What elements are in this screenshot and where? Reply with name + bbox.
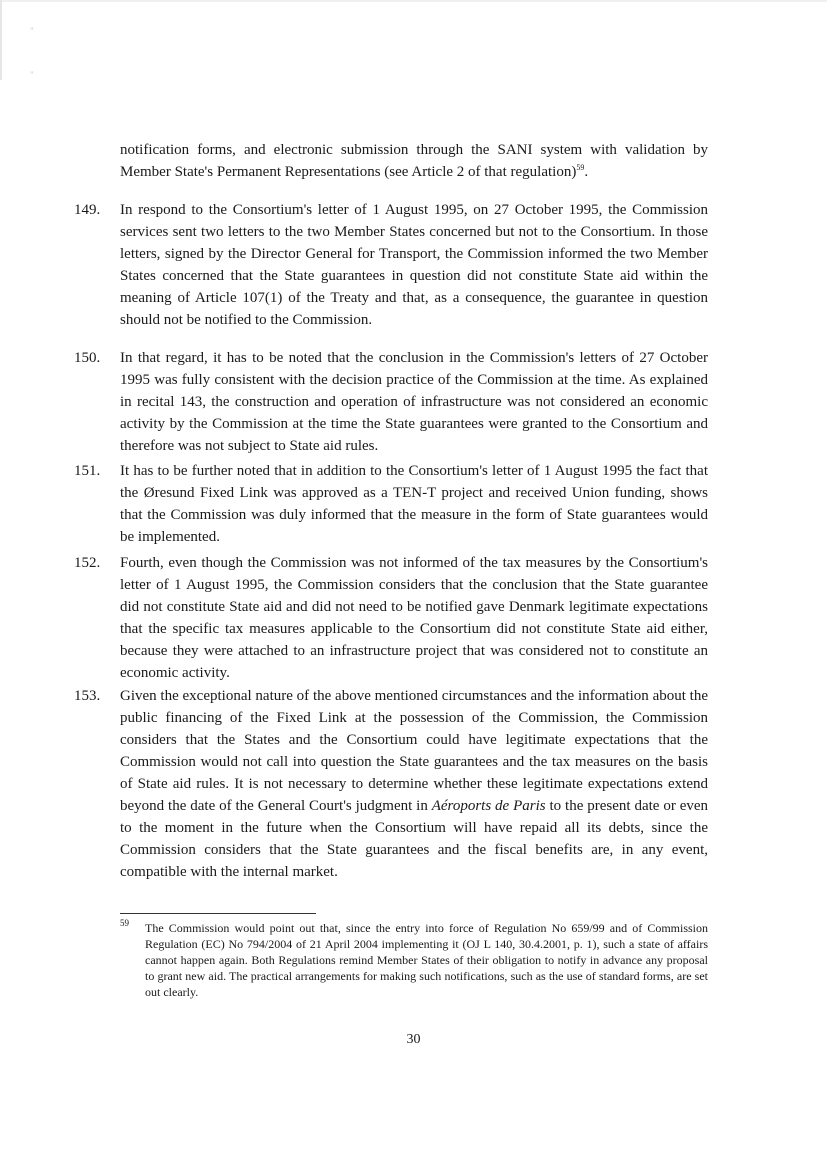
footnote-text: The Commission would point out that, since the entry into force of Regulation No 659/99 and of Commission Regulation (EC) No 794/2004 of 21 April 2004 implementing it (OJ L 140, 30.4.2001, p. 1), such a state of affairs cannot happen again. Both Regulations remind Member States of their obligation to notify in advance any proposal to grant new aid. The practical arrangements for making such notifications, such as the use of standard forms, are set out clearly.: [145, 921, 708, 999]
paragraph-number: 152.: [74, 555, 101, 571]
paragraph-number: 149.: [74, 202, 101, 218]
scan-left-edge: [0, 0, 2, 80]
lead-paragraph: notification forms, and electronic submission through the SANI system with validation by Member State's Permanent Representations (see Article 2 of that regulation)$^{59}$.: [120, 142, 708, 180]
footnote-number: 59: [120, 918, 129, 928]
paragraph-150: In that regard, it has to be noted that the conclusion in the Commission's letters of 27 October 1995 was fully consistent with the decision practice of the Commission at the time. As explained in recital 143, the construction and operation of infrastructure was not considered an economic activity by the Commission at the time the State guarantees were granted to the Consortium and therefore was not subject to State aid rules.: [120, 350, 708, 454]
paragraph-number: 151.: [74, 463, 101, 479]
paragraph-number: 153.: [74, 688, 101, 704]
paragraph-153: Given the exceptional nature of the above mentioned circumstances and the information about the public financing of the Fixed Link at the possession of the Commission, the Commission considers that the States and the Consortium could have legitimate expectations that the Commission would not call into question the State guarantees and the tax measures on the basis of State aid rules. It is not necessary to determine whether these legitimate expectations extend beyond the date of the General Court's judgment in Aéroports de Paris to the present date or even to the moment in the future when the Consortium will have repaid all its debts, since the Commission considers that the State guarantees and the fiscal benefits are, in any event, compatible with the internal market.: [120, 688, 709, 880]
paragraph-152: Fourth, even though the Commission was not informed of the tax measures by the Consortium's letter of 1 August 1995, the Commission considers that the conclusion that the State guarantee did not constitute State aid and did not need to be notified gave Denmark legitimate expectations that the specific tax measures applicable to the Consortium did not constitute State aid either, because they were attached to an infrastructure project that was considered not to constitute an economic activity.: [120, 555, 708, 681]
scan-mark: ": [30, 70, 34, 80]
footnote-ref: 59: [576, 163, 585, 172]
paragraph-number: 150.: [74, 350, 101, 366]
scan-top-edge: [0, 0, 827, 2]
case-name: Aéroports de Paris: [431, 798, 546, 814]
page-number: 30: [406, 1032, 421, 1047]
paragraph-151: It has to be further noted that in addition to the Consortium's letter of 1 August 1995 the fact that the Øresund Fixed Link was approved as a TEN-T project and received Union funding, shows that the Commission was duly informed that the measure in the form of State guarantees would be implemented.: [120, 463, 708, 545]
footnote-divider: [120, 913, 316, 914]
paragraph-149: In respond to the Consortium's letter of 1 August 1995, on 27 October 1995, the Commission services sent two letters to the two Member States concerned but not to the Consortium. In those letters, signed by the Director General for Transport, the Commission informed the two Member States concerned that the State guarantees in question did not constitute State aid within the meaning of Article 107(1) of the Treaty and that, as a consequence, the guarantee in question should not be notified to the Commission.: [120, 202, 708, 328]
scan-mark: ": [30, 26, 34, 36]
